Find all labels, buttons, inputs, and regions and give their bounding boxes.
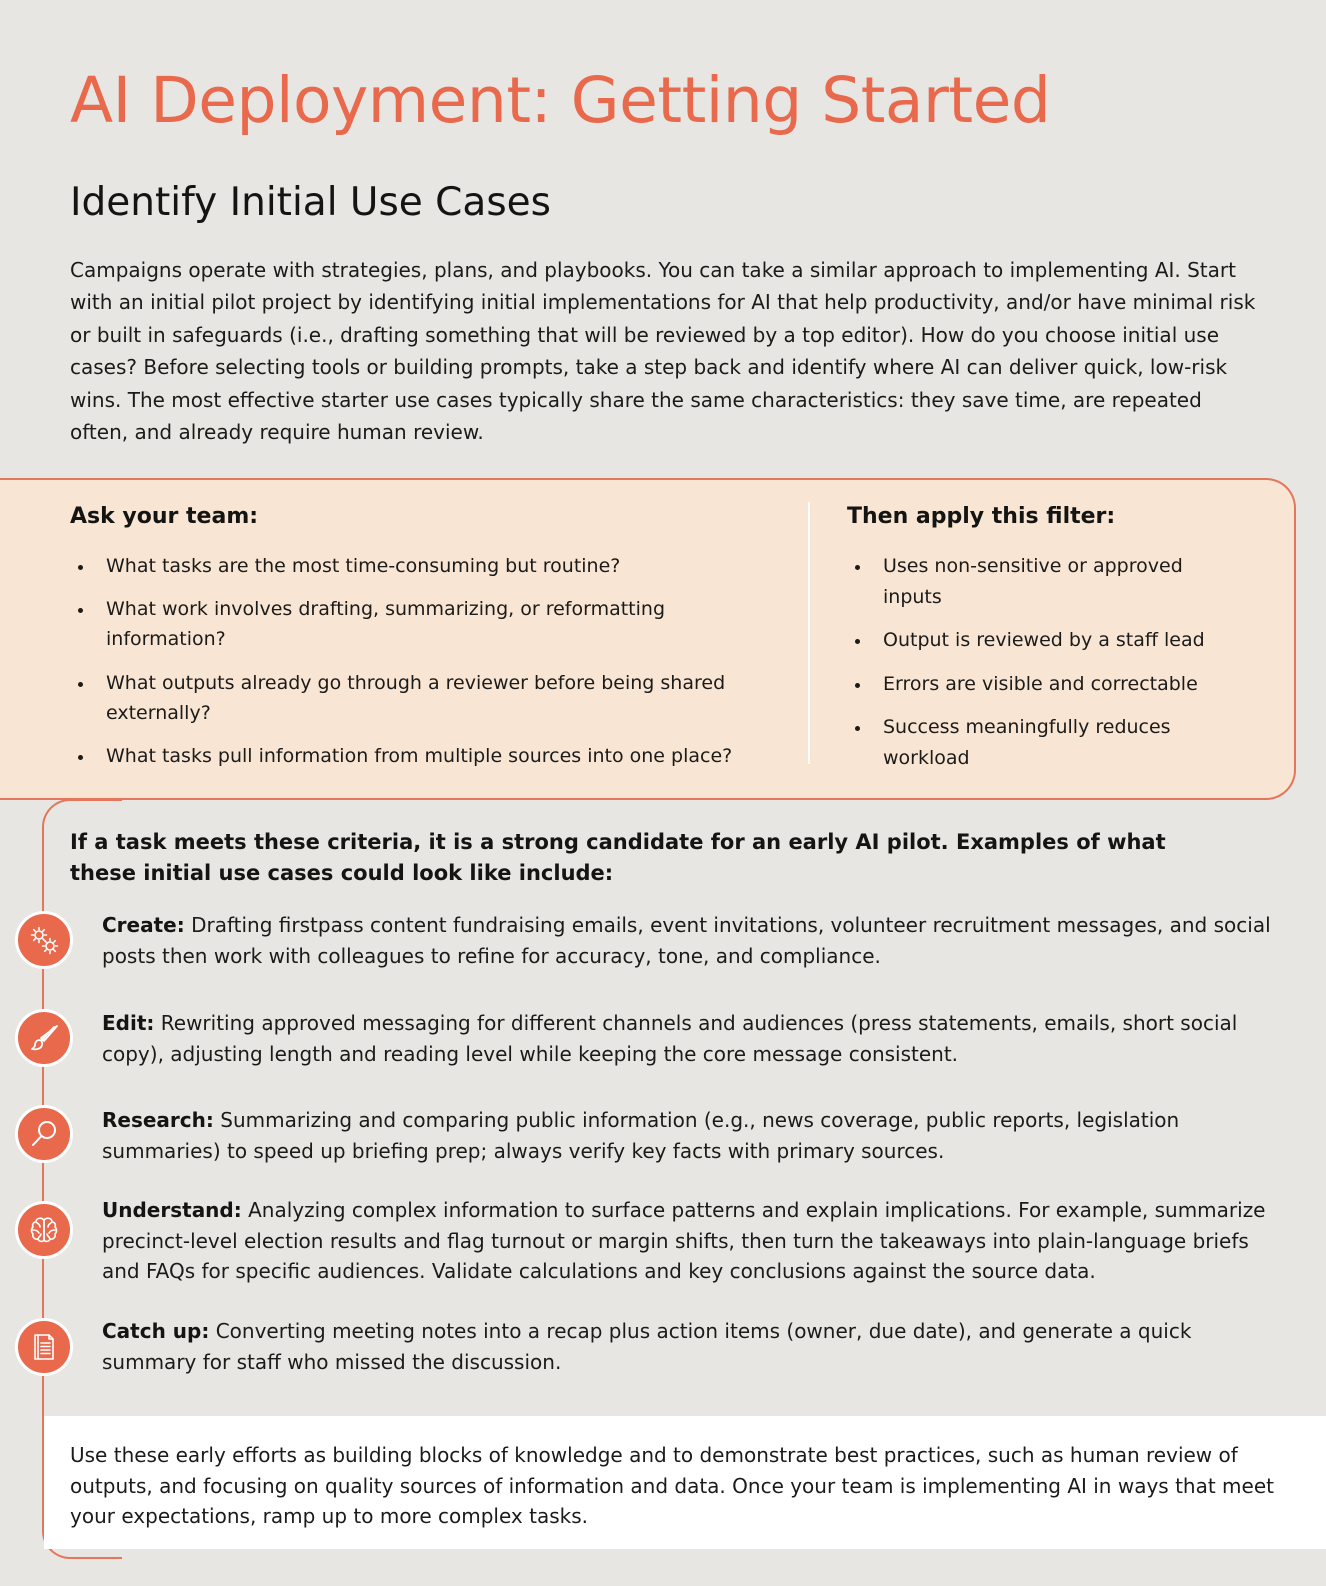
filter-heading: Then apply this filter: (847, 504, 1116, 529)
filter-list (847, 551, 1227, 773)
use-case-label: Catch up: (102, 1319, 210, 1343)
intro-paragraph: Campaigns operate with strategies, plans, and playbooks. You can take a similar approach to implementing AI. Start with an initial pilot project by identifying initial implementations for AI that help productivity, and/or have minimal risk or built in safeguards (i.e., drafting something that will be reviewed by a top editor). How do you choose initial use cases? Before selecting tools or building prompts, take a step back and identify where AI can deliver quick, low-risk wins. The most effective starter use cases typically share the same characteristics: they save time, are repeated often, and already require human review. (70, 258, 1256, 445)
use-case-text: Rewriting approved messaging for different channels and audiences (press statements, emails, short social copy), adjusting length and reading level while keeping the core message consistent. (102, 1011, 1238, 1066)
criteria-statement: If a task meets these criteria, it is a strong candidate for an early AI pilot. Examples of what these initial use cases could look like include: (70, 830, 1166, 885)
use-case-edit (102, 1008, 1272, 1069)
filter-item: Uses non-sensitive or approved inputs (847, 551, 1227, 612)
ask-team-item: What outputs already go through a reviewer before being shared externally? (70, 668, 770, 729)
ask-team-item: What tasks are the most time-consuming but routine? (70, 551, 770, 582)
use-case-catch-up (102, 1316, 1272, 1377)
column-divider (808, 502, 810, 764)
section-title: Identify Initial Use Cases (70, 180, 551, 225)
ask-team-item: What tasks pull information from multiple sources into one place? (70, 741, 770, 772)
closing-paragraph: Use these early efforts as building blocks of knowledge and to demonstrate best practices, such as human review of outputs, and focusing on quality sources of information and data. Once your team is implementing AI in ways that meet your expectations, ramp up to more complex tasks. (70, 1443, 1274, 1528)
use-case-text: Summarizing and comparing public information (e.g., news coverage, public reports, legislation summaries) to speed up briefing prep; always verify key facts with primary sources. (102, 1108, 1180, 1163)
magnifier-icon (15, 1105, 73, 1163)
filter-item: Success meaningfully reduces workload (847, 712, 1227, 773)
gears-icon (15, 911, 73, 969)
use-case-text: Analyzing complex information to surface patterns and explain implications. For example, summarize precinct-level election results and flag turnout or margin shifts, then turn the takeaways into plain-language briefs and FAQs for specific audiences. Validate calculations and key conclusions against the source data. (102, 1198, 1266, 1283)
brush-icon (15, 1009, 73, 1067)
use-case-text: Drafting firstpass content fundraising emails, event invitations, volunteer recruitment messages, and social posts then work with colleagues to refine for accuracy, tone, and compliance. (102, 913, 1271, 968)
use-case-text: Converting meeting notes into a recap plus action items (owner, due date), and generate a quick summary for staff who missed the discussion. (102, 1319, 1192, 1374)
filter-item: Errors are visible and correctable (847, 669, 1227, 700)
ask-team-item: What work involves drafting, summarizing, or reformatting information? (70, 594, 770, 655)
ask-team-list (70, 551, 770, 771)
filter-item: Output is reviewed by a staff lead (847, 625, 1227, 656)
use-case-create (102, 910, 1272, 971)
document-icon (15, 1318, 73, 1376)
use-case-research (102, 1105, 1272, 1166)
page-title: AI Deployment: Getting Started (70, 64, 1051, 137)
use-case-label: Research: (102, 1108, 214, 1132)
use-case-label: Edit: (102, 1011, 155, 1035)
use-case-label: Create: (102, 913, 185, 937)
ask-team-heading: Ask your team: (70, 504, 259, 529)
use-case-label: Understand: (102, 1198, 242, 1222)
brain-icon (15, 1201, 73, 1259)
use-case-understand (102, 1195, 1272, 1287)
